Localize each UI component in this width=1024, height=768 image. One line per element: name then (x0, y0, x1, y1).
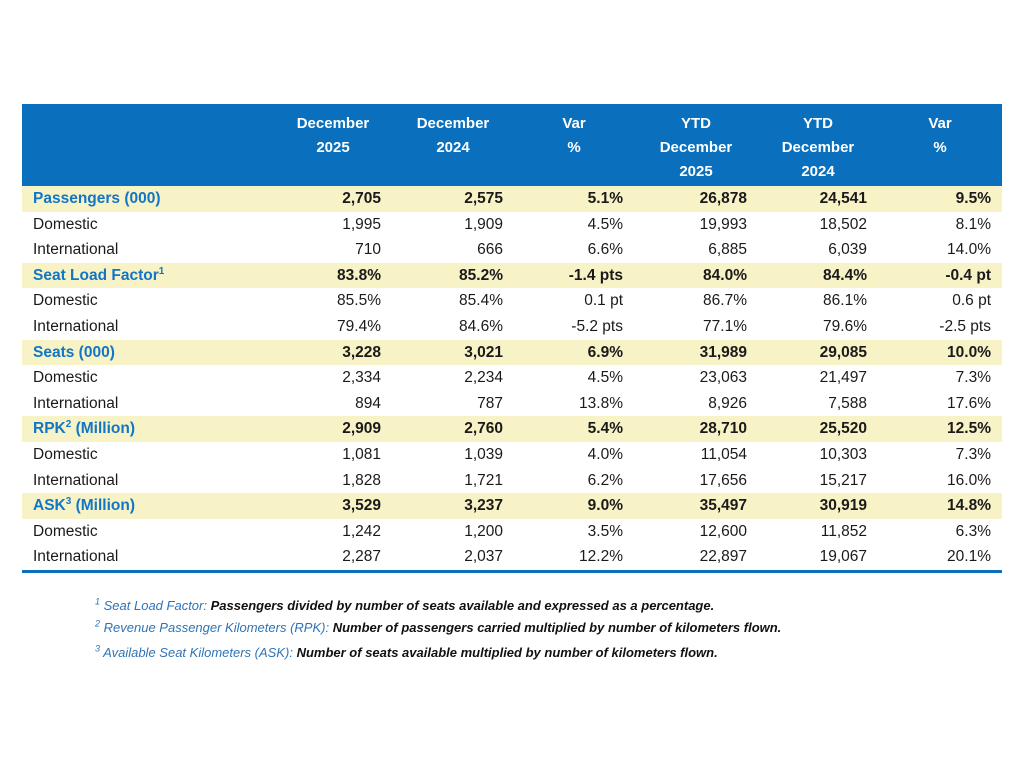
sub-row (22, 391, 1002, 417)
row-label: Seats (000) (33, 343, 115, 361)
cell-value: 1,909 (464, 215, 503, 233)
header-cell-december-2025: December 2025 (296, 115, 370, 156)
footnote-marker: 1 (95, 596, 101, 607)
sub-row (22, 237, 1002, 263)
category-row (22, 416, 1002, 442)
cell-value: 1,039 (464, 445, 503, 463)
cell-value: 2,234 (464, 369, 503, 387)
header-cell-var-ytd: Var % (928, 115, 952, 156)
cell-value: 22,897 (699, 548, 747, 566)
cell-value: 8.1% (955, 215, 991, 233)
cell-value: 3,237 (464, 497, 503, 515)
cell-value: 3.5% (587, 522, 623, 540)
footnote-definition: Number of seats available multiplied by number of kilometers flown. (296, 645, 718, 660)
footnote-ref: 3 (65, 495, 72, 507)
cell-value: 0.1 pt (584, 292, 623, 310)
sub-row (22, 519, 1002, 545)
footnote-term: Available Seat Kilometers (ASK): (103, 645, 293, 660)
sub-row (22, 442, 1002, 468)
cell-value: 3,021 (464, 343, 503, 361)
category-row (22, 186, 1002, 212)
row-label: Passengers (000) (33, 190, 161, 207)
footnote-marker: 3 (95, 643, 101, 654)
sub-row (22, 212, 1002, 238)
cell-value: 86.1% (823, 292, 867, 310)
footnote-seat-load-factor (95, 595, 781, 617)
cell-value: 3,228 (342, 343, 381, 361)
cell-value: 25,520 (819, 420, 867, 438)
footnote-ref: 2 (65, 419, 72, 431)
row-label: Domestic (33, 445, 98, 463)
cell-value: 9.5% (955, 190, 991, 207)
row-label: International (33, 394, 119, 412)
cell-value: 6.6% (587, 241, 623, 259)
footnote-term: Seat Load Factor: (103, 598, 207, 613)
cell-value: 83.8% (337, 266, 381, 284)
cell-value: 24,541 (819, 190, 867, 207)
cell-value: 2,705 (342, 190, 381, 207)
cell-value: 4.5% (587, 369, 623, 387)
cell-value: 31,989 (699, 343, 747, 361)
cell-value: -2.5 pts (939, 317, 991, 335)
cell-value: 18,502 (819, 215, 867, 233)
table-header-row (22, 104, 1002, 186)
sub-row (22, 544, 1002, 570)
cell-value: 787 (477, 394, 503, 412)
cell-value: 2,909 (342, 420, 381, 438)
cell-value: -0.4 pt (945, 266, 991, 284)
sub-row (22, 314, 1002, 340)
cell-value: 2,760 (464, 420, 503, 438)
cell-value: 11,852 (820, 522, 867, 540)
footnote-definition: Passengers divided by number of seats available and expressed as a percentage. (210, 598, 715, 613)
cell-value: 17,656 (699, 471, 747, 489)
cell-value: 11,054 (700, 445, 747, 463)
cell-value: 0.6 pt (952, 292, 991, 310)
footnote-ask (95, 642, 781, 664)
cell-value: 85.4% (459, 292, 503, 310)
cell-value: 35,497 (699, 497, 747, 515)
cell-value: 26,878 (699, 190, 747, 207)
cell-value: 19,067 (819, 548, 867, 566)
cell-value: 5.4% (587, 420, 623, 438)
cell-value: 19,993 (699, 215, 747, 233)
footnotes (95, 595, 781, 664)
cell-value: 77.1% (703, 317, 747, 335)
cell-value: 6.3% (955, 522, 991, 540)
footnote-marker: 2 (95, 618, 101, 629)
cell-value: 30,919 (819, 497, 867, 515)
sub-row (22, 468, 1002, 494)
cell-value: 2,334 (342, 369, 381, 387)
category-row (22, 493, 1002, 519)
cell-value: -5.2 pts (571, 317, 623, 335)
cell-value: 84.6% (459, 317, 503, 335)
cell-value: 10,303 (819, 445, 867, 463)
footnote-term: Revenue Passenger Kilometers (RPK): (103, 620, 330, 635)
row-label: RPK$^2$ (Million) (33, 419, 135, 438)
cell-value: 12.5% (947, 420, 991, 438)
cell-value: 17.6% (947, 394, 991, 412)
cell-value: 79.6% (823, 317, 867, 335)
sub-row (22, 365, 1002, 391)
cell-value: 666 (477, 241, 503, 259)
header-cell-empty (22, 104, 274, 186)
cell-value: 86.7% (703, 292, 747, 310)
traffic-statistics-table (22, 104, 1002, 573)
cell-value: 3,529 (342, 497, 381, 515)
cell-value: 2,037 (464, 548, 503, 566)
cell-value: 13.8% (579, 394, 623, 412)
header-cell-ytd-2024: YTD December 2024 (781, 115, 855, 180)
cell-value: 8,926 (708, 394, 747, 412)
cell-value: 1,200 (464, 522, 503, 540)
category-row (22, 340, 1002, 366)
cell-value: 79.4% (337, 317, 381, 335)
cell-value: 28,710 (699, 420, 747, 438)
footnote-ref: 1 (158, 265, 165, 277)
cell-value: 10.0% (947, 343, 991, 361)
row-label: ASK$^3$ (Million) (33, 495, 135, 515)
sub-row (22, 288, 1002, 314)
cell-value: 6,885 (708, 241, 747, 259)
cell-value: 21,497 (819, 369, 867, 387)
footnote-definition: Number of passengers carried multiplied by number of kilometers flown. (332, 620, 782, 635)
cell-value: 4.5% (587, 215, 623, 233)
cell-value: 29,085 (819, 343, 867, 361)
row-label: International (33, 471, 119, 489)
category-row (22, 263, 1002, 289)
table-bottom-border (22, 570, 1002, 573)
row-label: Domestic (33, 522, 98, 540)
cell-value: 84.4% (823, 266, 867, 284)
cell-value: 7.3% (955, 445, 991, 463)
cell-value: 20.1% (947, 548, 991, 566)
cell-value: -1.4 pts (568, 266, 623, 284)
cell-value: 4.0% (587, 445, 623, 463)
cell-value: 2,575 (464, 190, 503, 207)
cell-value: 1,242 (342, 522, 381, 540)
row-label: Domestic (33, 369, 98, 387)
cell-value: 85.5% (337, 292, 381, 310)
row-label: Seat Load Factor$^1$ (33, 265, 165, 284)
cell-value: 12.2% (579, 548, 623, 566)
footnote-rpk (95, 617, 781, 639)
cell-value: 6.2% (587, 471, 623, 489)
header-cell-december-2024: December 2024 (416, 115, 490, 156)
cell-value: 710 (355, 241, 381, 259)
cell-value: 14.0% (947, 241, 991, 259)
cell-value: 5.1% (587, 190, 623, 207)
cell-value: 1,828 (342, 471, 381, 489)
table-body (22, 186, 1002, 570)
cell-value: 2,287 (342, 548, 381, 566)
cell-value: 7.3% (955, 369, 991, 387)
cell-value: 7,588 (828, 394, 867, 412)
cell-value: 16.0% (947, 471, 991, 489)
row-label: International (33, 317, 119, 335)
cell-value: 84.0% (703, 266, 747, 284)
row-label: International (33, 241, 119, 259)
cell-value: 9.0% (587, 497, 623, 515)
cell-value: 14.8% (947, 497, 991, 515)
row-label: Domestic (33, 292, 98, 310)
cell-value: 1,995 (342, 215, 381, 233)
cell-value: 12,600 (699, 522, 747, 540)
cell-value: 23,063 (699, 369, 747, 387)
cell-value: 6.9% (587, 343, 623, 361)
cell-value: 1,081 (342, 445, 381, 463)
cell-value: 15,217 (819, 471, 867, 489)
row-label: Domestic (33, 215, 98, 233)
row-label: International (33, 548, 119, 566)
header-cell-ytd-2025: YTD December 2025 (659, 115, 733, 180)
cell-value: 85.2% (459, 266, 503, 284)
cell-value: 894 (355, 394, 381, 412)
cell-value: 1,721 (464, 471, 503, 489)
header-cell-var-month: Var % (562, 115, 586, 156)
cell-value: 6,039 (828, 241, 867, 259)
